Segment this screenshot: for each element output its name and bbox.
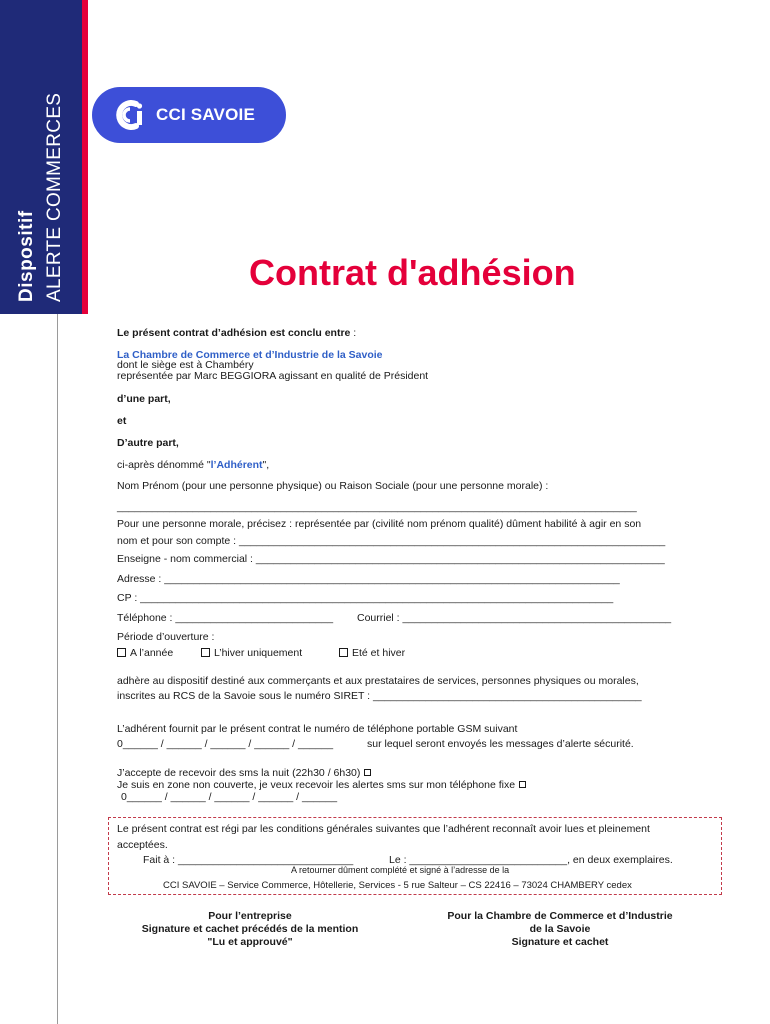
checkbox-icon[interactable] [364, 769, 371, 776]
chamber-seat: dont le siège est à Chambéry [117, 359, 254, 371]
cci-savoie-logo [92, 87, 286, 143]
opening-option-winter[interactable] [201, 647, 302, 660]
night-sms-label: J’accepte de recevoir des sms la nuit (22h30 / 6h30) [117, 767, 361, 779]
address-field[interactable]: Adresse : ______________________________________________________________________________ [117, 573, 620, 585]
opening-label: Période d’ouverture : [117, 631, 215, 643]
opening-option-winter-label: L’hiver uniquement [214, 647, 303, 659]
named-prefix: ci-après dénommé " [117, 459, 211, 471]
checkbox-icon[interactable] [519, 781, 526, 788]
return-address: CCI SAVOIE – Service Commerce, Hôtellerie, Services - 5 rue Salteur – CS 22416 – 73024 CHAMBERY cedex [163, 880, 632, 891]
adherent-term: l’Adhérent [210, 459, 263, 471]
adheres-line1: adhère au dispositif destiné aux commerçants et aux prestataires de services, personnes physiques ou morales, [117, 675, 639, 687]
named-line [117, 459, 269, 472]
intro-line [117, 327, 356, 340]
conditions-line1: Le présent contrat est régi par les conditions générales suivantes que l’adhérent reconnaît avoir lues et pleinement [117, 823, 650, 835]
cp-field[interactable]: CP : _________________________________________________________________________________ [117, 592, 614, 604]
opening-option-year-label: A l’année [130, 647, 174, 659]
signature-chamber-line2: de la Savoie [529, 923, 591, 935]
margin-rule [57, 314, 58, 1024]
intro-text: Le présent contrat d’adhésion est conclu entre [117, 327, 351, 339]
name-label: Nom Prénom (pour une personne physique) ou Raison Sociale (pour une personne morale) : [117, 480, 549, 492]
sidebar-title-line1: Dispositif [16, 210, 37, 302]
siret-field[interactable]: inscrites au RCS de la Savoie sous le numéro SIRET : ______________________________________________ [117, 690, 642, 702]
fixed-phone-label: Je suis en zone non couverte, je veux recevoir les alertes sms sur mon téléphone fixe [117, 779, 516, 791]
gsm-number-field[interactable]: 0______ / ______ / ______ / ______ / ______ [117, 738, 334, 750]
checkbox-icon[interactable] [201, 648, 210, 657]
signature-chamber-line1: Pour la Chambre de Commerce et d’Industrie [447, 910, 673, 922]
sidebar-title [10, 12, 74, 302]
moral-person-line1: Pour une personne morale, précisez : représentée par (civilité nom prénom qualité) dûment habilité à agir en son [117, 518, 642, 530]
done-at-field[interactable]: Fait à : ______________________________ [143, 854, 354, 866]
signature-chamber [440, 910, 680, 949]
checkbox-icon[interactable] [339, 648, 348, 657]
sidebar-title-line2: ALERTE COMMERCES [44, 92, 65, 302]
opening-option-summer-winter-label: Eté et hiver [352, 647, 406, 659]
opening-option-year[interactable] [117, 647, 173, 660]
chamber-name: La Chambre de Commerce et d’Industrie de la Savoie [117, 349, 383, 361]
logo-name: CCI SAVOIE [156, 105, 255, 124]
fixed-number-field[interactable]: 0______ / ______ / ______ / ______ / ______ [121, 791, 338, 803]
named-suffix: ", [262, 459, 270, 471]
intro-colon: : [350, 327, 357, 339]
email-field[interactable]: Courriel : ______________________________________________ [357, 612, 672, 624]
return-note: A retourner dûment complété et signé à l’adresse de la [291, 865, 510, 875]
gsm-suffix: sur lequel seront envoyés les messages d’alerte sécurité. [367, 738, 634, 750]
signature-company-line1: Pour l’entreprise [208, 910, 292, 922]
date-field[interactable]: Le : ___________________________, en deux exemplaires. [389, 854, 673, 866]
phone-field[interactable]: Téléphone : ___________________________ [117, 612, 334, 624]
sidebar-accent-stripe [82, 0, 88, 314]
moral-person-field[interactable]: nom et pour son compte : _________________________________________________________________________ [117, 535, 666, 547]
sign-field[interactable]: Enseigne - nom commercial : ______________________________________________________________________ [117, 553, 665, 565]
checkbox-icon[interactable] [117, 648, 126, 657]
cci-logo-icon [110, 95, 150, 135]
signature-chamber-line3: Signature et cachet [511, 936, 609, 948]
and-label: et [117, 415, 127, 427]
signature-company-line2: Signature et cachet précédés de la mention [141, 923, 359, 935]
opening-option-summer-winter[interactable] [339, 647, 405, 660]
signature-company [130, 910, 370, 949]
signature-company-line3: "Lu et approuvé" [207, 936, 293, 948]
conditions-box [108, 817, 722, 895]
page-title: Contrat d'adhésion [249, 252, 576, 293]
gsm-intro: L’adhérent fournit par le présent contrat le numéro de téléphone portable GSM suivant [117, 723, 518, 735]
other-part-label: D’autre part, [117, 437, 179, 449]
chamber-representative: représentée par Marc BEGGIORA agissant en qualité de Président [117, 370, 429, 382]
one-part-label: d’une part, [117, 393, 171, 405]
name-field[interactable]: _________________________________________________________________________________________ [117, 501, 637, 513]
conditions-line2: acceptées. [117, 839, 168, 851]
